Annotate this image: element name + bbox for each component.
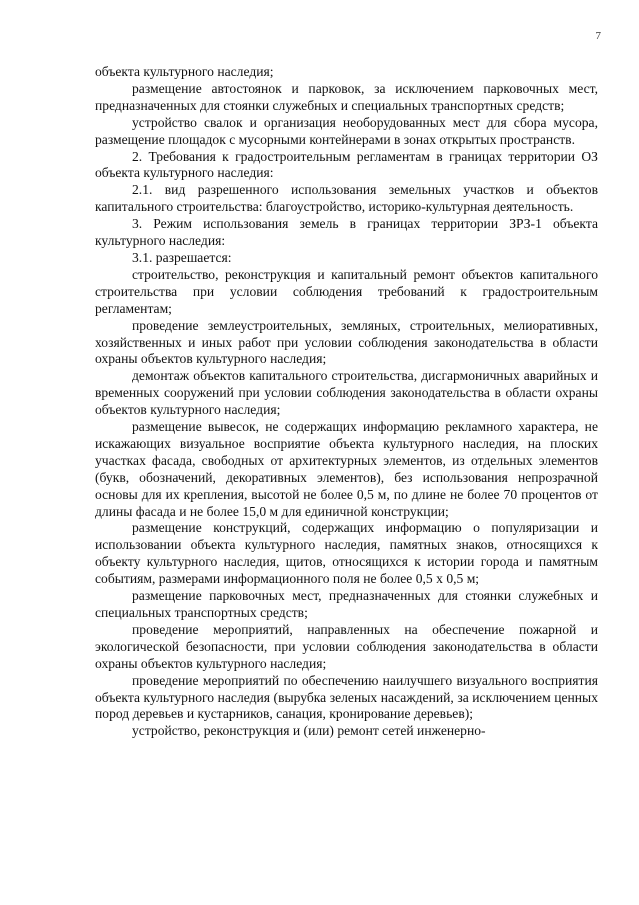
list-item: размещение конструкций, содержащих информацию о популяризации и использовании объекта культурного наследия, памятных знаков, относящихся к объекту культурного наследия, щитов, относящихся к истории города и памятным событиям, размерами информационного поля не более 0,5 х 0,5 м; [95, 520, 598, 587]
list-item: размещение парковочных мест, предназначенных для стоянки служебных и специальных транспортных средств; [95, 588, 598, 620]
subsection-paragraph: 2.1. вид разрешенного использования земельных участков и объектов капитального строительства: благоустройство, историко-культурная деятельность. [95, 182, 598, 215]
paragraph-continuation: объекта культурного наследия; [95, 64, 274, 79]
section-heading: 3. Режим использования земель в границах территории ЗРЗ-1 объекта культурного наследия: [95, 216, 598, 249]
list-item: проведение землеустроительных, земляных, строительных, мелиоративных, хозяйственных и иных работ при условии соблюдения законодательства в области охраны объектов культурного наследия; [95, 317, 598, 367]
paragraph: размещение автостоянок и парковок, за исключением парковочных мест, предназначенных для стоянки служебных и специальных транспортных средств; [95, 80, 598, 113]
list-item: демонтаж объектов капитального строительства, дисгармоничных аварийных и временных сооружений при условии соблюдения законодательства в области охраны объектов культурного наследия; [95, 368, 598, 418]
list-item: проведение мероприятий, направленных на обеспечение пожарной и экологической безопасности, при условии соблюдения законодательства в области охраны объектов культурного наследия; [95, 621, 598, 671]
list-item: устройство, реконструкция и (или) ремонт сетей инженерно- [132, 723, 486, 739]
list-item: размещение вывесок, не содержащих информацию рекламного характера, не искажающих визуальное восприятие объекта культурного наследия, на плоских участках фасада, свободных от архитектурных элементов, из отдельных элементов (букв, обозначений, декоративных элементов), без использования непрозрачной основы для их крепления, высотой не более 0,5 м, по длине не более 70 процентов от длины фасада и не более 15,0 м для единичной конструкции; [95, 419, 598, 519]
document-body [95, 64, 598, 740]
section-heading: 2. Требования к градостроительным регламентам в границах территории ОЗ объекта культурного наследия: [95, 148, 598, 181]
subsection-heading: 3.1. разрешается: [132, 249, 232, 265]
paragraph: устройство свалок и организация необорудованных мест для сбора мусора, размещение площадок с мусорными контейнерами в зонах открытых пространств. [95, 114, 598, 147]
page-number: 7 [595, 30, 601, 42]
list-item: строительство, реконструкция и капитальный ремонт объектов капитального строительства при условии соблюдения требований к градостроительным регламентам; [95, 266, 598, 316]
list-item: проведение мероприятий по обеспечению наилучшего визуального восприятия объекта культурного наследия (вырубка зеленых насаждений, за исключением ценных пород деревьев и кустарников, санация, кронирование деревьев); [95, 672, 598, 722]
